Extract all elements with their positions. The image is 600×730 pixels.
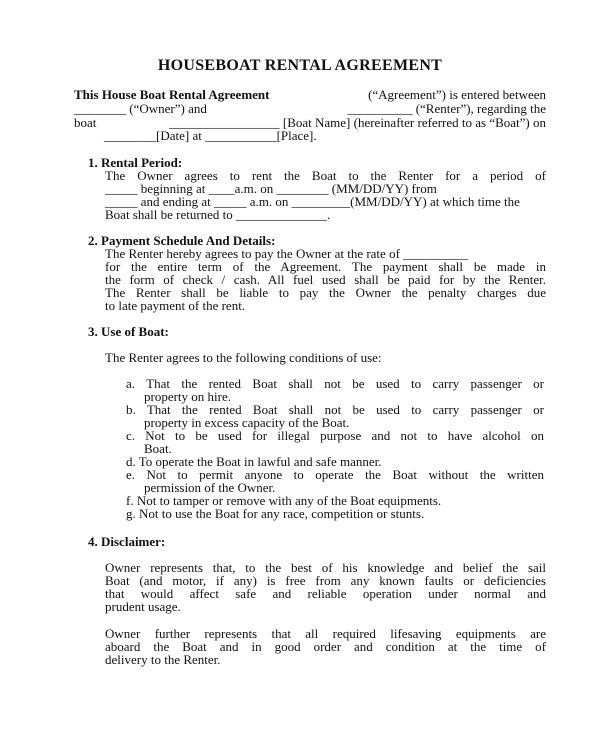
section-heading: 1. Rental Period: xyxy=(88,155,183,170)
disclaimer-line: prudent usage. xyxy=(105,599,181,614)
disclaimer-line: aboard the Boat and in good order and condition at the time of xyxy=(105,639,546,654)
disclaimer-line: delivery to the Renter. xyxy=(105,652,221,667)
paragraph-line: the form of check / cash. All fuel used shall be paid for by the Renter. xyxy=(105,272,546,287)
paragraph-line: The Renter shall be liable to pay the Owner the penalty charges due xyxy=(105,285,546,300)
conditions-intro: The Renter agrees to the following conditions of use: xyxy=(105,350,382,365)
intro-boat-name: _________________ [Boat Name] (hereinafter referred to as “Boat”) on xyxy=(169,115,546,130)
paragraph-line: _____ and ending at _____ a.m. on _________(MM/DD/YY) at which time the xyxy=(105,194,520,209)
paragraph-line: Boat shall be returned to ______________. xyxy=(105,207,331,222)
intro-date-place: ________[Date] at ___________[Place]. xyxy=(104,128,317,143)
section-heading: 2. Payment Schedule And Details: xyxy=(88,233,276,248)
condition-item-e: e. Not to permit anyone to operate the Boat without the written xyxy=(126,467,544,482)
condition-item-b: b. That the rented Boat shall not be used to carry passenger or xyxy=(126,402,544,417)
disclaimer-line: Owner represents that, to the best of his knowledge and belief the sail xyxy=(105,560,546,575)
disclaimer-line: Boat (and motor, if any) is free from any known faults or deficiencies xyxy=(105,573,546,588)
paragraph-line: The Renter hereby agrees to pay the Owner at the rate of __________ xyxy=(105,246,469,261)
section-heading: 3. Use of Boat: xyxy=(88,324,169,339)
paragraph-line: for the entire term of the Agreement. The payment shall be made in xyxy=(105,259,546,274)
section-heading: 4. Disclaimer: xyxy=(88,534,166,549)
disclaimer-line: that would affect safe and reliable operation under normal and xyxy=(105,586,546,601)
condition-item-f: f. Not to tamper or remove with any of the Boat equipments. xyxy=(126,493,442,508)
condition-item-a: a. That the rented Boat shall not be used to carry passenger or xyxy=(126,376,544,391)
paragraph-line: The Owner agrees to rent the Boat to the Renter for a period of xyxy=(105,168,546,183)
intro-boat-label: boat xyxy=(74,115,97,130)
condition-item-a-cont: property on hire. xyxy=(144,389,232,404)
condition-item-d: d. To operate the Boat in lawful and safe manner. xyxy=(126,454,382,469)
condition-item-e-cont: permission of the Owner. xyxy=(144,480,276,495)
condition-item-b-cont: property in excess capacity of the Boat. xyxy=(144,415,350,430)
paragraph-line: _____ beginning at ____a.m. on ________ (MM/DD/YY) from xyxy=(105,181,437,196)
disclaimer-line: Owner further represents that all required lifesaving equipments are xyxy=(105,626,546,641)
condition-item-c: c. Not to be used for illegal purpose and not to have alcohol on xyxy=(126,428,544,443)
intro-line-1-rest: (“Agreement”) is entered between xyxy=(368,87,546,102)
paragraph-line: to late payment of the rent. xyxy=(105,298,246,313)
intro-owner-blank: ________ (“Owner”) and xyxy=(74,101,207,116)
condition-item-g: g. Not to use the Boat for any race, competition or stunts. xyxy=(126,506,425,521)
condition-item-c-cont: Boat. xyxy=(144,441,172,456)
agreement-lead: This House Boat Rental Agreement xyxy=(74,87,270,102)
intro-renter-blank: __________ (“Renter”), regarding the xyxy=(347,101,546,116)
document-title: HOUSEBOAT RENTAL AGREEMENT xyxy=(157,57,443,74)
